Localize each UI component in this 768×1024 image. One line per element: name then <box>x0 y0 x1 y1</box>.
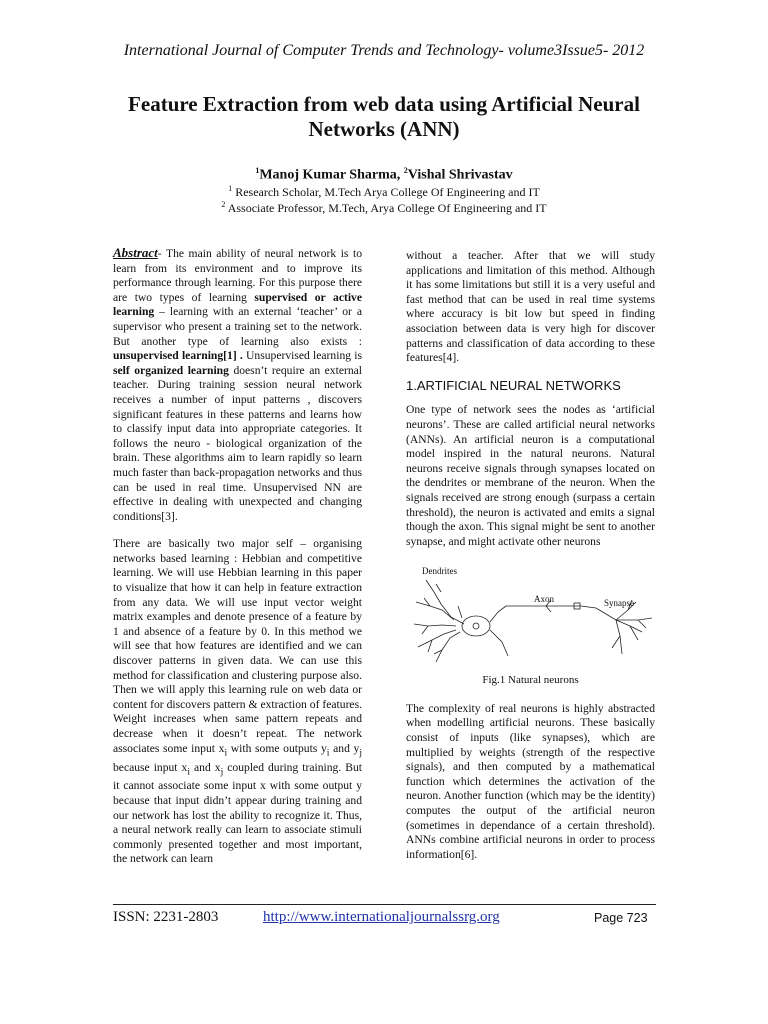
natural-neuron-figure <box>406 562 655 667</box>
figure-label-dendrites: Dendrites <box>422 566 457 577</box>
affil2-text: Associate Professor, M.Tech, Arya College Of Engineering and IT <box>225 201 547 215</box>
p2-text-c: and y <box>329 741 360 755</box>
abstract-text-c: – learning with an external ‘teacher’ or a supervisor who present a training set to the network. But another type of learning also exists : <box>113 305 362 348</box>
figure-label-axon: Axon <box>534 594 554 605</box>
author-line <box>0 166 768 184</box>
author2: Vishal Shrivastav <box>407 167 513 183</box>
affil2-sup: 2 <box>221 200 226 209</box>
author2-sup: 2 <box>403 166 408 175</box>
p2-text-f: coupled during training. But it cannot associate some input x with some output y because that input didn’t appear during training and our network has lost the ability to recognize it. Thus, a neural network really can learn to associate stimuli commonly presented together and most important, the network can learn <box>113 760 362 866</box>
affiliation-1 <box>0 184 768 200</box>
right-column <box>406 249 655 875</box>
abstract-text-a: - The main ability of neural network is to learn from its environment and to improve its performance through learning. For this purpose there are two types of learning <box>113 247 362 304</box>
abstract-text-d: Unsupervised learning is <box>242 349 362 363</box>
abstract-label: Abstract <box>113 245 158 260</box>
p2-text-d: because input x <box>113 760 188 774</box>
body-paragraph-hebbian <box>113 537 362 867</box>
abstract-bold-2: unsupervised learning[1] . <box>113 349 243 363</box>
p2-sub-4: i <box>187 765 191 777</box>
journal-header: International Journal of Computer Trends and Technology- volume3Issue5- 2012 <box>123 42 645 59</box>
author1-sup: 1 <box>255 166 260 175</box>
left-column <box>113 246 362 880</box>
body-paragraph-artificial-neurons: The complexity of real neurons is highly abstracted when modelling artificial neurons. These basically consist of inputs (like synapses), which are multiplied by weights (strength of the respective signals), and then computed by a mathematical function which determines the activation of the neuron. Another function (which may be the identity) computes the output of the artificial neuron (sometimes in dependance of a certain threshold). ANNs combine artificial neurons in order to process information[6]. <box>406 701 655 861</box>
p2-sub-2: i <box>326 746 330 758</box>
paper-title: Feature Extraction from web data using Artificial Neural Networks (ANN) <box>128 92 640 141</box>
p2-text-e: and x <box>190 760 221 774</box>
p2-text-b: with some outputs y <box>227 741 327 755</box>
author1: Manoj Kumar Sharma, <box>259 167 404 183</box>
body-paragraph-continued: without a teacher. After that we will study applications and limitation of this method. Although it has some limitations but still it is a very useful and fast method that can be used in real time systems where accuracy is bit low but speed in finding association between data is very high for discover patterns and classification of data according to these features[4]. <box>406 249 655 365</box>
footer-page-number: Page 723 <box>594 911 648 925</box>
abstract-paragraph <box>113 246 362 524</box>
p2-sub-3: j <box>359 746 363 758</box>
footer-divider <box>113 904 656 905</box>
affil1-sup: 1 <box>228 184 233 193</box>
affiliation-2 <box>0 200 768 216</box>
figure-label-synapse: Synapse <box>604 598 634 609</box>
abstract-text-e: doesn’t require an external teacher. During training session neural network receives a number of input patterns , discovers significant features in these patterns and learns how to classify input data into appropriate categories. It follows the neuro - biological organization of the brain. These algorithms aim to learn rapidly so learn much faster than back-propagation networks and thus can be used in real time. Unsupervised NN are effective in dealing with unexpected and changing conditions[3]. <box>113 363 362 523</box>
abstract-bold-1: supervised or active learning <box>113 290 363 319</box>
p2-text-a: There are basically two major self – organising networks based learning : Hebbian and competitive learning. We will use Hebbian learning in this paper to visualize that how it can help in feature extraction from any data. We will use input vector weight matrix examples and denote presence of a feature by 1 and absence of a feature by 0. In this method we will see that how features are identified and we can discover patterns in given data. We can use this method for classification and clustering purpose also. Then we will apply this learning rule on web data or content for discovers pattern & extraction of features. Weight increases when same pattern repeats and decrease when it doesn’t repeat. The network associates some input x <box>113 537 362 755</box>
p2-sub-1: i <box>224 746 228 758</box>
footer-issn: ISSN: 2231-2803 <box>113 909 219 925</box>
section-heading: 1.ARTIFICIAL NEURAL NETWORKS <box>406 377 621 393</box>
figure-caption: Fig.1 Natural neurons <box>482 674 579 687</box>
abstract-bold-3: self organized learning <box>113 363 229 377</box>
affil1-text: Research Scholar, M.Tech Arya College Of Engineering and IT <box>232 185 540 199</box>
footer-url-link[interactable]: http://www.internationaljournalssrg.org <box>263 909 500 925</box>
body-paragraph-ann: One type of network sees the nodes as ‘artificial neurons’. These are called artificial neural networks (ANNs). An artificial neuron is a computational model inspired in the natural neurons. Natural neurons receive signals through synapses located on the dendrites or membrane of the neuron. When the signals received are strong enough (surpass a certain threshold), the neuron is activated and emits a signal though the axon. This signal might be sent to another synapse, and might activate other neurons <box>406 403 655 548</box>
p2-sub-5: j <box>220 765 224 777</box>
